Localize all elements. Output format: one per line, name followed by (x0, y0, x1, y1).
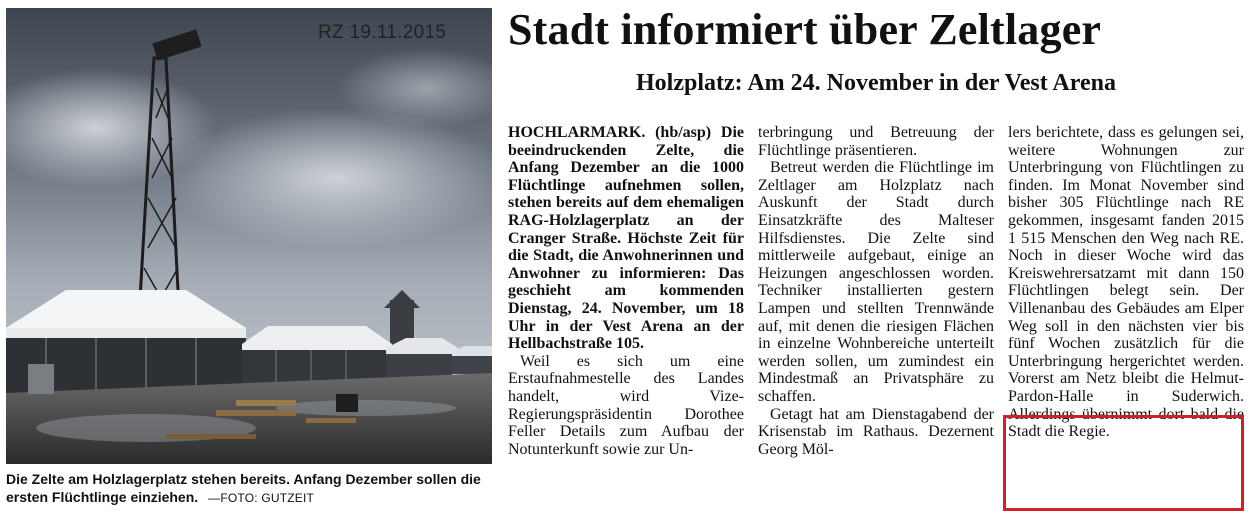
news-photo (6, 8, 492, 464)
article-paragraph: terbringung und Betreuung der Flüchtlinge präsentieren. (758, 124, 994, 159)
article-paragraph: lers berichtete, dass es gelungen sei, weitere Wohnungen zur Unterbringung von Flüchtlingen zu finden. Im Monat November sind bisher 305 Flüchtlinge nach RE gekommen, insgesamt fanden 2015 1 515 Menschen den Weg nach RE. Noch in dieser Woche wird das Kreiswehrersatzamt mit dann 150 Flüchtlingen belegt sein. Der Villenanbau des Gebäudes am Elper Weg soll in den nächsten vier bis fünf Wochen zusätzlich für die Unterbringung hergerichtet werden. Vorerst am Netz bleibt die Helmut-Pardon-Halle in Suderwich. Allerdings übernimmt dort bald die Stadt die Regie. (1008, 124, 1244, 441)
article-paragraph: Weil es sich um eine Erstaufnahmestelle des Landes handelt, wird Vize-Regierungspräsidentin Dorothee Feller Details zum Aufbau der Notunterkunft sowie zur Un- (508, 352, 744, 458)
article-subheadline: Holzplatz: Am 24. November in der Vest Arena (636, 70, 1116, 96)
date-stamp: RZ 19.11.2015 (318, 22, 447, 43)
caption-text: Die Zelte am Holzlagerplatz stehen bereits. Anfang Dezember sollen die ersten Flüchtlinge einziehen. (6, 471, 481, 505)
tent-camp-photo (6, 8, 492, 464)
red-highlight-box (1003, 415, 1244, 511)
photo-caption (6, 470, 498, 507)
article-paragraph: Betreut werden die Flüchtlinge im Zeltlager am Holzplatz nach Auskunft der Stadt durch Einsatzkräfte des Malteser Hilfsdienstes. Die Zelte sind mittlerweile aufgebaut, einige an Heizungen angeschlossen worden. Techniker installierten gestern Lampen und stellten Trennwände auf, mit denen die riesigen Flächen in einzelne Wohnbereiche unterteilt werden sollen, um zumindest ein Mindestmaß an Privatsphäre zu schaffen. (758, 159, 994, 405)
article-headline: Stadt informiert über Zeltlager (508, 5, 1102, 54)
article-column-1 (508, 124, 744, 458)
article-paragraph: Getagt hat am Dienstagabend der Krisenstab im Rathaus. Dezernent Georg Möl- (758, 405, 994, 458)
article-lead: HOCHLARMARK. (hb/asp) Die beeindruckenden Zelte, die Anfang Dezember an die 1000 Flüchtlinge aufnehmen sollen, stehen bereits auf dem ehemaligen RAG-Holzlagerplatz an der Cranger Straße. Höchste Zeit für die Stadt, die Anwohnerinnen und Anwohner zu informieren: Das geschieht am kommenden Dienstag, 24. November, um 18 Uhr in der Vest Arena an der Hellbachstraße 105. (508, 124, 744, 353)
article-column-2 (758, 124, 994, 458)
photo-credit: —FOTO: GUTZEIT (208, 491, 315, 505)
article-column-3 (1008, 124, 1244, 441)
